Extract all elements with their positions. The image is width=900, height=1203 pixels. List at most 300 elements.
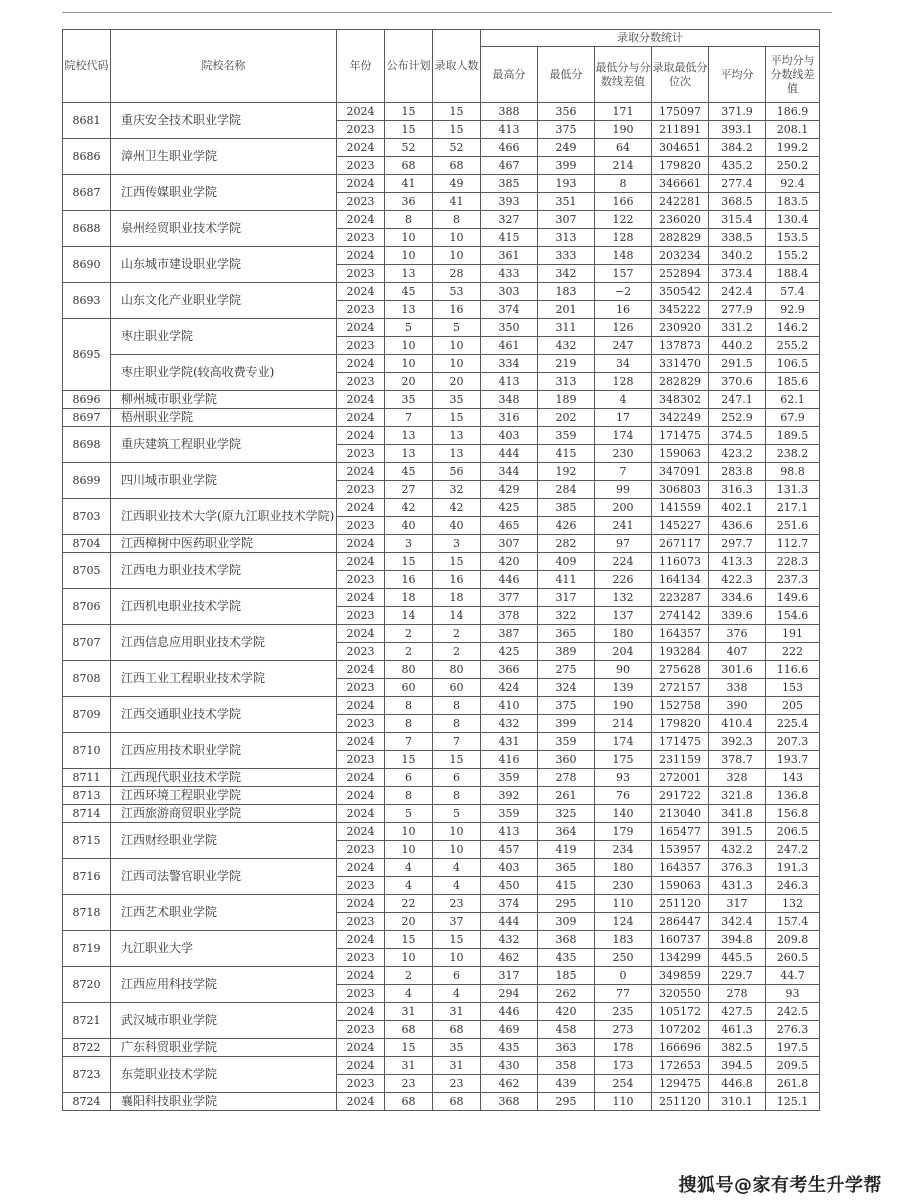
data-cell: 31	[433, 1003, 481, 1021]
data-cell: 209.8	[766, 931, 820, 949]
data-cell: 272157	[652, 679, 709, 697]
data-cell: 4	[385, 985, 433, 1003]
school-name: 山东城市建设职业学院	[111, 247, 337, 283]
data-cell: 321.8	[709, 787, 766, 805]
school-name: 江西职业技术大学(原九江职业技术学院)	[111, 499, 337, 535]
data-cell: 124	[595, 913, 652, 931]
data-cell: 225.4	[766, 715, 820, 733]
data-cell: 2024	[337, 1057, 385, 1075]
data-cell: 222	[766, 643, 820, 661]
data-cell: 174	[595, 733, 652, 751]
data-cell: 40	[433, 517, 481, 535]
data-cell: 249	[538, 139, 595, 157]
data-cell: 250	[595, 949, 652, 967]
data-cell: 2024	[337, 247, 385, 265]
data-cell: 2023	[337, 949, 385, 967]
data-cell: 90	[595, 661, 652, 679]
data-cell: 10	[385, 337, 433, 355]
data-cell: 8	[385, 787, 433, 805]
data-cell: 393	[481, 193, 538, 211]
data-cell: 461	[481, 337, 538, 355]
data-cell: 77	[595, 985, 652, 1003]
data-cell: 53	[433, 283, 481, 301]
data-cell: 8	[433, 787, 481, 805]
data-cell: 14	[385, 607, 433, 625]
table-row	[63, 499, 820, 517]
data-cell: 2024	[337, 1039, 385, 1057]
data-cell: 2024	[337, 625, 385, 643]
table-row	[63, 391, 820, 409]
school-code: 8722	[63, 1039, 111, 1057]
data-cell: 374.5	[709, 427, 766, 445]
school-code: 8704	[63, 535, 111, 553]
data-cell: 116073	[652, 553, 709, 571]
school-code: 8698	[63, 427, 111, 463]
data-cell: 436.6	[709, 517, 766, 535]
data-cell: 2023	[337, 265, 385, 283]
data-cell: 2	[385, 643, 433, 661]
data-cell: 324	[538, 679, 595, 697]
table-row	[63, 1057, 820, 1075]
data-cell: 10	[433, 229, 481, 247]
data-cell: 320550	[652, 985, 709, 1003]
data-cell: 403	[481, 859, 538, 877]
data-cell: 15	[385, 103, 433, 121]
data-cell: 445.5	[709, 949, 766, 967]
data-cell: 409	[538, 553, 595, 571]
data-cell: 5	[385, 319, 433, 337]
data-cell: 345222	[652, 301, 709, 319]
table-row	[63, 319, 820, 337]
table-row	[63, 103, 820, 121]
header-min-rank: 录取最低分位次	[652, 47, 709, 103]
data-cell: 347091	[652, 463, 709, 481]
data-cell: 2023	[337, 571, 385, 589]
data-cell: 2024	[337, 175, 385, 193]
data-cell: 444	[481, 913, 538, 931]
school-code: 8706	[63, 589, 111, 625]
data-cell: 2024	[337, 535, 385, 553]
data-cell: 68	[433, 157, 481, 175]
data-cell: 432.2	[709, 841, 766, 859]
data-cell: 276.3	[766, 1021, 820, 1039]
header-name: 院校名称	[111, 30, 337, 103]
data-cell: 112.7	[766, 535, 820, 553]
school-name: 枣庄职业学院	[111, 319, 337, 355]
data-cell: 358	[538, 1057, 595, 1075]
data-cell: 183	[595, 931, 652, 949]
data-cell: 446.8	[709, 1075, 766, 1093]
data-cell: 415	[538, 445, 595, 463]
data-cell: 8	[595, 175, 652, 193]
data-cell: 189	[538, 391, 595, 409]
school-name: 江西信息应用职业技术学院	[111, 625, 337, 661]
data-cell: 425	[481, 643, 538, 661]
school-code: 8686	[63, 139, 111, 175]
data-cell: 2023	[337, 985, 385, 1003]
school-name: 东莞职业技术学院	[111, 1057, 337, 1093]
data-cell: 365	[538, 625, 595, 643]
data-cell: 469	[481, 1021, 538, 1039]
data-cell: 228.3	[766, 553, 820, 571]
data-cell: 430	[481, 1057, 538, 1075]
data-cell: 342249	[652, 409, 709, 427]
data-cell: 126	[595, 319, 652, 337]
data-cell: 368	[481, 1093, 538, 1111]
data-cell: 275	[538, 661, 595, 679]
header-min: 最低分	[538, 47, 595, 103]
data-cell: 346661	[652, 175, 709, 193]
data-cell: 307	[538, 211, 595, 229]
data-cell: 159063	[652, 445, 709, 463]
data-cell: 2023	[337, 751, 385, 769]
data-cell: 2024	[337, 823, 385, 841]
table-row	[63, 661, 820, 679]
data-cell: 403	[481, 427, 538, 445]
data-cell: 157	[595, 265, 652, 283]
data-cell: 427.5	[709, 1003, 766, 1021]
data-cell: 23	[385, 1075, 433, 1093]
data-cell: 384.2	[709, 139, 766, 157]
data-cell: 413.3	[709, 553, 766, 571]
data-cell: 2024	[337, 553, 385, 571]
data-cell: 465	[481, 517, 538, 535]
admission-score-table	[62, 29, 820, 1111]
data-cell: 68	[385, 1021, 433, 1039]
school-code: 8695	[63, 319, 111, 391]
data-cell: 306803	[652, 481, 709, 499]
table-row	[63, 427, 820, 445]
data-cell: 15	[433, 121, 481, 139]
data-cell: 278	[538, 769, 595, 787]
data-cell: 6	[433, 967, 481, 985]
data-cell: 410	[481, 697, 538, 715]
data-cell: 382.5	[709, 1039, 766, 1057]
data-cell: 44.7	[766, 967, 820, 985]
data-cell: 422.3	[709, 571, 766, 589]
data-cell: 165477	[652, 823, 709, 841]
data-cell: 467	[481, 157, 538, 175]
school-code: 8696	[63, 391, 111, 409]
table-row	[63, 553, 820, 571]
data-cell: 171475	[652, 427, 709, 445]
data-cell: 462	[481, 949, 538, 967]
data-cell: 349859	[652, 967, 709, 985]
data-cell: 10	[433, 949, 481, 967]
data-cell: 282	[538, 535, 595, 553]
data-cell: 390	[709, 697, 766, 715]
table-row	[63, 787, 820, 805]
data-cell: 10	[385, 229, 433, 247]
data-cell: 450	[481, 877, 538, 895]
school-name: 九江职业大学	[111, 931, 337, 967]
data-cell: 107202	[652, 1021, 709, 1039]
data-cell: 252.9	[709, 409, 766, 427]
data-cell: 13	[385, 265, 433, 283]
data-cell: 317	[538, 589, 595, 607]
data-cell: 140	[595, 805, 652, 823]
data-cell: 179820	[652, 715, 709, 733]
data-cell: 183.5	[766, 193, 820, 211]
table-row	[63, 1003, 820, 1021]
data-cell: 429	[481, 481, 538, 499]
data-cell: 20	[433, 373, 481, 391]
data-cell: 189.5	[766, 427, 820, 445]
data-cell: 2023	[337, 517, 385, 535]
data-cell: 10	[433, 841, 481, 859]
data-cell: 15	[385, 121, 433, 139]
data-cell: 2024	[337, 409, 385, 427]
data-cell: 458	[538, 1021, 595, 1039]
school-name: 重庆安全技术职业学院	[111, 103, 337, 139]
data-cell: 2024	[337, 733, 385, 751]
school-name: 江西旅游商贸职业学院	[111, 805, 337, 823]
data-cell: 139	[595, 679, 652, 697]
data-cell: 278	[709, 985, 766, 1003]
data-cell: 13	[385, 445, 433, 463]
data-cell: 374	[481, 301, 538, 319]
data-cell: 363	[538, 1039, 595, 1057]
data-cell: 260.5	[766, 949, 820, 967]
data-cell: 360	[538, 751, 595, 769]
data-cell: 137873	[652, 337, 709, 355]
data-cell: 2	[433, 643, 481, 661]
data-cell: 2023	[337, 877, 385, 895]
data-cell: 2024	[337, 1093, 385, 1111]
data-cell: 206.5	[766, 823, 820, 841]
data-cell: 393.1	[709, 121, 766, 139]
table-row	[63, 1093, 820, 1111]
data-cell: 164134	[652, 571, 709, 589]
data-cell: 2024	[337, 769, 385, 787]
data-cell: 446	[481, 1003, 538, 1021]
data-cell: 110	[595, 895, 652, 913]
data-cell: 2023	[337, 301, 385, 319]
data-cell: 328	[709, 769, 766, 787]
data-cell: 76	[595, 787, 652, 805]
data-cell: 99	[595, 481, 652, 499]
table-row	[63, 1039, 820, 1057]
data-cell: 125.1	[766, 1093, 820, 1111]
data-cell: 97	[595, 535, 652, 553]
data-cell: 4	[595, 391, 652, 409]
header-avg: 平均分	[709, 47, 766, 103]
data-cell: 238.2	[766, 445, 820, 463]
table-row	[63, 211, 820, 229]
data-cell: 211891	[652, 121, 709, 139]
data-cell: 2024	[337, 661, 385, 679]
data-cell: 37	[433, 913, 481, 931]
data-cell: 2024	[337, 355, 385, 373]
data-cell: 35	[433, 1039, 481, 1057]
data-cell: 241	[595, 517, 652, 535]
school-name: 枣庄职业学院(较高收费专业)	[111, 355, 337, 391]
data-cell: 413	[481, 373, 538, 391]
table-row	[63, 697, 820, 715]
data-cell: 2024	[337, 391, 385, 409]
data-cell: 282829	[652, 229, 709, 247]
table-row	[63, 733, 820, 751]
data-cell: 387	[481, 625, 538, 643]
school-code: 8690	[63, 247, 111, 283]
data-cell: 129475	[652, 1075, 709, 1093]
data-cell: 399	[538, 715, 595, 733]
header-stats-group: 录取分数统计	[481, 30, 820, 47]
data-cell: 41	[433, 193, 481, 211]
data-cell: 214	[595, 715, 652, 733]
data-cell: 154.6	[766, 607, 820, 625]
data-cell: 172653	[652, 1057, 709, 1075]
table-row	[63, 769, 820, 787]
data-cell: 2024	[337, 787, 385, 805]
data-cell: 446	[481, 571, 538, 589]
data-cell: 255.2	[766, 337, 820, 355]
header-min-diff: 最低分与分数线差值	[595, 47, 652, 103]
data-cell: 8	[433, 697, 481, 715]
data-cell: 10	[433, 355, 481, 373]
data-cell: 68	[433, 1093, 481, 1111]
data-cell: 110	[595, 1093, 652, 1111]
data-cell: 416	[481, 751, 538, 769]
data-cell: 301.6	[709, 661, 766, 679]
watermark-text: 搜狐号@家有考生升学帮	[678, 1175, 882, 1196]
data-cell: 2024	[337, 805, 385, 823]
data-cell: 4	[433, 985, 481, 1003]
data-cell: 392.3	[709, 733, 766, 751]
data-cell: 41	[385, 175, 433, 193]
data-cell: 132	[766, 895, 820, 913]
data-cell: 175097	[652, 103, 709, 121]
data-cell: 247.1	[709, 391, 766, 409]
data-cell: 2024	[337, 427, 385, 445]
data-cell: 402.1	[709, 499, 766, 517]
school-name: 泉州经贸职业技术学院	[111, 211, 337, 247]
data-cell: 274142	[652, 607, 709, 625]
school-name: 柳州城市职业学院	[111, 391, 337, 409]
data-cell: 297.7	[709, 535, 766, 553]
table-row	[63, 859, 820, 877]
data-cell: 294	[481, 985, 538, 1003]
data-cell: 261.8	[766, 1075, 820, 1093]
data-cell: 250.2	[766, 157, 820, 175]
data-cell: 435.2	[709, 157, 766, 175]
data-cell: 92.9	[766, 301, 820, 319]
data-cell: 388	[481, 103, 538, 121]
data-cell: 42	[433, 499, 481, 517]
data-cell: 157.4	[766, 913, 820, 931]
data-cell: 219	[538, 355, 595, 373]
data-cell: 368.5	[709, 193, 766, 211]
data-cell: 166696	[652, 1039, 709, 1057]
data-cell: 106.5	[766, 355, 820, 373]
school-name: 襄阳科技职业学院	[111, 1093, 337, 1111]
data-cell: 8	[433, 715, 481, 733]
data-cell: 277.9	[709, 301, 766, 319]
data-cell: 327	[481, 211, 538, 229]
data-cell: 411	[538, 571, 595, 589]
data-cell: 4	[433, 859, 481, 877]
data-cell: 391.5	[709, 823, 766, 841]
data-cell: 376	[709, 625, 766, 643]
header-max: 最高分	[481, 47, 538, 103]
data-cell: 371.9	[709, 103, 766, 121]
data-cell: 359	[538, 427, 595, 445]
data-cell: 2024	[337, 103, 385, 121]
data-cell: 10	[433, 247, 481, 265]
data-cell: 6	[385, 769, 433, 787]
school-name: 江西电力职业技术学院	[111, 553, 337, 589]
data-cell: 325	[538, 805, 595, 823]
data-cell: 375	[538, 121, 595, 139]
data-cell: 311	[538, 319, 595, 337]
data-cell: 105172	[652, 1003, 709, 1021]
school-code: 8710	[63, 733, 111, 769]
data-cell: 201	[538, 301, 595, 319]
data-cell: 420	[538, 1003, 595, 1021]
school-code: 8724	[63, 1093, 111, 1111]
table-body	[63, 103, 820, 1111]
school-name: 武汉城市职业学院	[111, 1003, 337, 1039]
data-cell: 16	[385, 571, 433, 589]
data-cell: 2023	[337, 607, 385, 625]
data-cell: 2024	[337, 697, 385, 715]
data-cell: 193284	[652, 643, 709, 661]
data-cell: 350	[481, 319, 538, 337]
data-cell: 426	[538, 517, 595, 535]
data-cell: 2023	[337, 481, 385, 499]
data-cell: 204	[595, 643, 652, 661]
data-cell: 423.2	[709, 445, 766, 463]
school-name: 广东科贸职业学院	[111, 1039, 337, 1057]
data-cell: 376.3	[709, 859, 766, 877]
table-row	[63, 463, 820, 481]
data-cell: 313	[538, 229, 595, 247]
school-code: 8718	[63, 895, 111, 931]
data-cell: 375	[538, 697, 595, 715]
data-cell: 183	[538, 283, 595, 301]
data-cell: 35	[385, 391, 433, 409]
data-cell: 178	[595, 1039, 652, 1057]
data-cell: 316.3	[709, 481, 766, 499]
table-row	[63, 805, 820, 823]
data-cell: 415	[538, 877, 595, 895]
data-cell: 93	[595, 769, 652, 787]
data-cell: 153957	[652, 841, 709, 859]
data-cell: 190	[595, 121, 652, 139]
data-cell: 413	[481, 823, 538, 841]
school-code: 8714	[63, 805, 111, 823]
data-cell: 431	[481, 733, 538, 751]
data-cell: 342.4	[709, 913, 766, 931]
data-cell: 18	[385, 589, 433, 607]
data-cell: 2	[433, 625, 481, 643]
school-code: 8708	[63, 661, 111, 697]
data-cell: 10	[433, 337, 481, 355]
data-cell: 2023	[337, 913, 385, 931]
data-cell: 146.2	[766, 319, 820, 337]
data-cell: 394.5	[709, 1057, 766, 1075]
data-cell: 122	[595, 211, 652, 229]
data-cell: 307	[481, 535, 538, 553]
data-cell: 7	[385, 409, 433, 427]
data-cell: 193	[538, 175, 595, 193]
data-cell: 322	[538, 607, 595, 625]
data-cell: 361	[481, 247, 538, 265]
data-cell: 52	[385, 139, 433, 157]
data-cell: 2023	[337, 841, 385, 859]
data-cell: 3	[385, 535, 433, 553]
school-name: 江西交通职业技术学院	[111, 697, 337, 733]
